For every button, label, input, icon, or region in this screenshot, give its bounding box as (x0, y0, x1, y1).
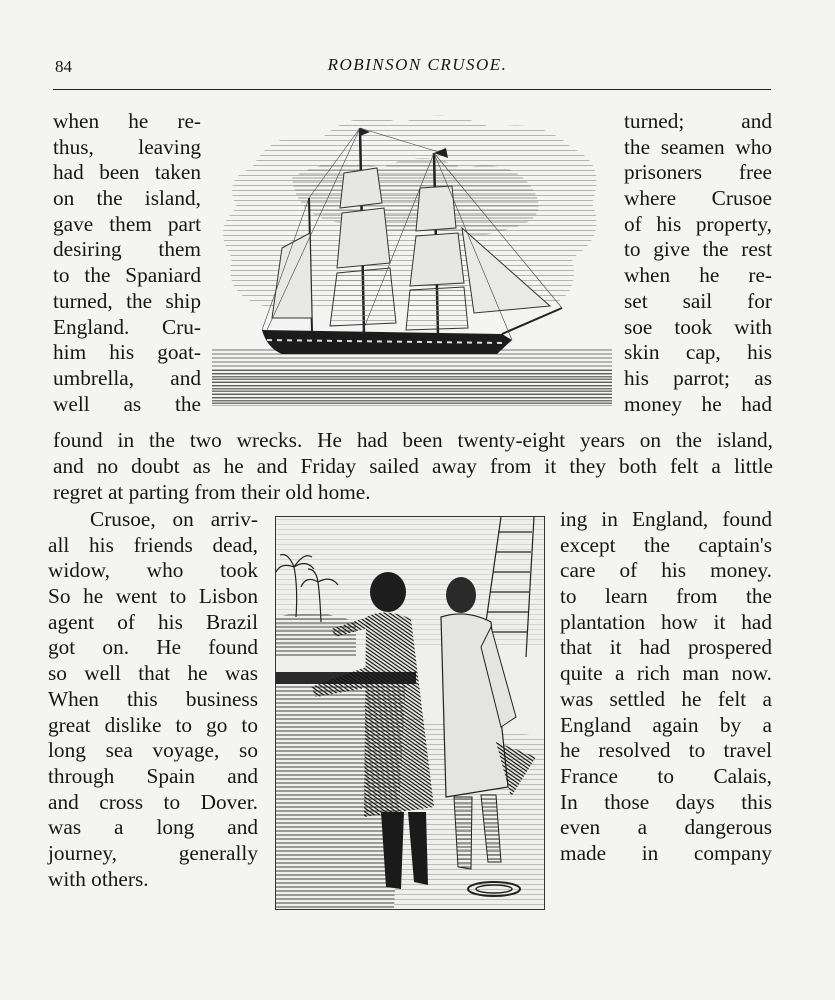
text-column-left-upper (53, 109, 201, 417)
text-line: When this business (48, 686, 258, 711)
text-line: so well that he was (48, 661, 258, 686)
text-line: turned; and (624, 109, 772, 133)
text-line: So he went to Lisbon (48, 584, 258, 609)
text-line: ing in England, found (560, 507, 772, 531)
text-line: when he re- (53, 109, 201, 133)
deck-illustration (275, 516, 545, 910)
text-line: through Spain and (48, 763, 258, 788)
text-column-right-lower (560, 507, 772, 867)
text-line: had been taken (53, 160, 201, 185)
text-line: thus, leaving (53, 134, 201, 159)
text-line: In those days this (560, 789, 772, 814)
text-line: desiring them (53, 237, 201, 262)
text-line: France to Calais, (560, 763, 772, 788)
text-line: to learn from the (560, 584, 772, 609)
text-line: even a dangerous (560, 815, 772, 840)
text-line: to the Spaniard (53, 263, 201, 288)
text-line: prisoners free (624, 160, 772, 185)
text-line: the seamen who (624, 134, 772, 159)
text-line: quite a rich man now. (560, 661, 772, 686)
text-line: plantation how it had (560, 609, 772, 634)
text-line: made in company (560, 840, 772, 865)
text-line: England again by a (560, 712, 772, 737)
text-line: on the island, (53, 186, 201, 211)
text-line: well as the (53, 391, 201, 416)
text-line: England. Cru- (53, 314, 201, 339)
text-line: got on. He found (48, 635, 258, 660)
text-line: agent of his Brazil (48, 609, 258, 634)
text-line: was a long and (48, 815, 258, 840)
text-line: where Crusoe (624, 186, 772, 211)
text-line: umbrella, and (53, 365, 201, 390)
text-line: set sail for (624, 288, 772, 313)
text-line: found in the two wrecks. He had been twenty-eight years on the island, (53, 428, 773, 452)
text-full-width (53, 427, 773, 505)
text-line: and no doubt as he and Friday sailed away from it they both felt a little (53, 454, 773, 478)
text-line: all his friends dead, (48, 532, 258, 557)
text-line: him his goat- (53, 340, 201, 365)
text-line: great dislike to go to (48, 712, 258, 737)
text-line: he resolved to travel (560, 738, 772, 763)
text-line: care of his money. (560, 558, 772, 583)
header-rule (53, 89, 771, 90)
text-line: gave them part (53, 211, 201, 236)
text-line: skin cap, his (624, 340, 772, 365)
text-line: when he re- (624, 263, 772, 288)
text-line: turned, the ship (53, 288, 201, 313)
text-line: and cross to Dover. (48, 789, 258, 814)
text-line: except the captain's (560, 532, 772, 557)
text-line: soe took with (624, 314, 772, 339)
page-number: 84 (55, 57, 72, 76)
text-column-right-upper (624, 109, 772, 417)
text-line: with others. (48, 866, 149, 891)
ship-illustration (212, 108, 612, 406)
text-line: his parrot; as (624, 365, 772, 390)
running-title: ROBINSON CRUSOE. (327, 55, 508, 74)
text-line: that it had prospered (560, 635, 772, 660)
text-line: journey, generally (48, 840, 258, 865)
text-line: was settled he felt a (560, 686, 772, 711)
text-line: of his property, (624, 211, 772, 236)
text-line: money he had (624, 391, 772, 416)
text-column-left-lower (48, 507, 258, 892)
text-line: widow, who took (48, 558, 258, 583)
text-line: Crusoe, on arriv- (90, 507, 258, 531)
text-line: long sea voyage, so (48, 738, 258, 763)
text-line: regret at parting from their old home. (53, 480, 371, 504)
text-line: to give the rest (624, 237, 772, 262)
